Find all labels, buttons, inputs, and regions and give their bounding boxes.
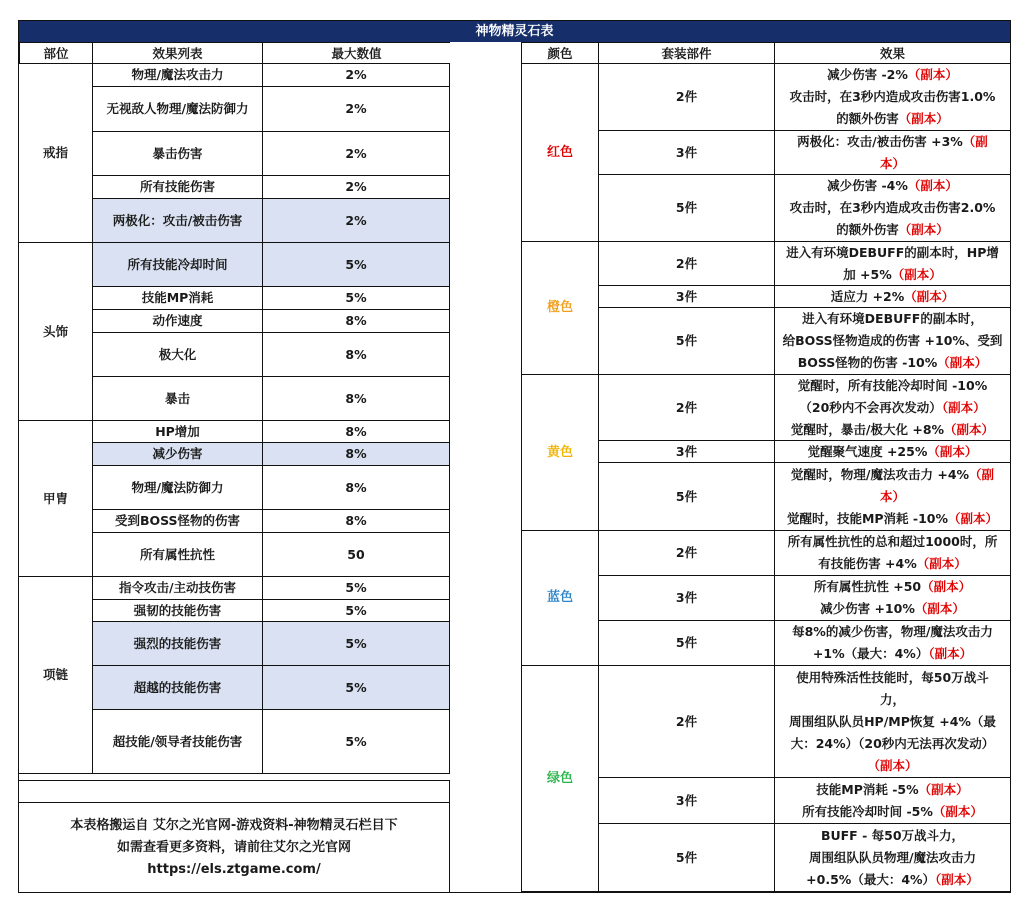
effect-name: 动作速度	[92, 310, 262, 333]
set-effect	[774, 308, 1010, 375]
effect-line	[813, 643, 972, 665]
blank-row	[19, 780, 450, 802]
max-value: 8%	[262, 310, 450, 333]
dungeon-tag: （副本）	[944, 421, 995, 437]
effect-line	[790, 86, 996, 108]
effect-name: 暴击	[92, 377, 262, 421]
credit-line-1: 本表格搬运自 艾尔之光官网-游戏资料-神物精灵石栏目下	[70, 818, 398, 833]
effect-line	[788, 531, 998, 553]
max-value: 5%	[262, 243, 450, 287]
effect-line	[880, 153, 905, 175]
left-header-2: 最大数值	[262, 42, 450, 64]
max-value: 8%	[262, 421, 450, 443]
dungeon-tag: （副本）	[916, 556, 967, 571]
effect-line	[843, 264, 942, 286]
effect-line	[796, 667, 988, 689]
effect-name: 超越的技能伤害	[92, 666, 262, 710]
effect-text: +0.5%（最大：4%）	[806, 871, 936, 887]
effect-line	[827, 64, 958, 86]
effect-name: 物理/魔法防御力	[92, 466, 262, 510]
slot-label: 头饰	[19, 243, 92, 421]
effect-name: 所有属性抗性	[92, 533, 262, 577]
effect-name: 无视敌人物理/魔法防御力	[92, 87, 262, 132]
right-header-2: 效果	[774, 42, 1010, 64]
effect-text: 周围组队队员物理/魔法攻击力	[808, 849, 977, 865]
effect-text: 觉醒聚气速度 +25%	[807, 443, 928, 459]
dungeon-tag: （副本）	[904, 288, 955, 304]
effect-text: 两极化：攻击/被击伤害 +3%	[797, 133, 963, 149]
max-value: 5%	[262, 710, 450, 774]
dungeon-tag: （副本）	[932, 803, 983, 819]
effect-text: 的额外伤害	[836, 222, 899, 237]
effect-line	[787, 508, 998, 530]
effect-text: 所有技能冷却时间 -5%	[802, 803, 933, 819]
effect-text: 给BOSS怪物造成的伤害 +10%、受到	[782, 333, 1003, 348]
slot-label: 甲胄	[19, 421, 92, 577]
dungeon-tag: （副本）	[928, 646, 973, 661]
set-pieces: 5件	[598, 621, 774, 666]
effect-line	[797, 131, 988, 153]
effect-text: +1%（最大：4%）	[812, 646, 929, 661]
effect-text: 加 +5%	[843, 266, 892, 282]
set-effect	[774, 441, 1010, 463]
effect-line	[816, 779, 968, 801]
max-value: 8%	[262, 377, 450, 421]
effect-text: （20秒内不会再次发动）	[799, 399, 942, 415]
set-effect	[774, 64, 1010, 131]
effect-name: 暴击伤害	[92, 132, 262, 176]
effect-text: 使用特殊活性技能时，每50万战斗	[796, 669, 989, 685]
effect-name: 强烈的技能伤害	[92, 622, 262, 666]
effect-text: 进入有环境DEBUFF的副本时，	[802, 311, 983, 326]
effect-line	[820, 598, 965, 620]
effect-line	[791, 419, 994, 441]
effect-text: 所有属性抗性的总和超过1000时，所	[787, 534, 998, 549]
effect-line	[791, 464, 994, 486]
effect-line	[802, 308, 983, 330]
effect-line	[802, 801, 983, 823]
set-pieces: 5件	[598, 308, 774, 375]
set-color-label: 蓝色	[521, 531, 598, 666]
effect-name: 超技能/领导者技能伤害	[92, 710, 262, 774]
effect-line	[880, 689, 905, 711]
effect-text: 减少伤害 -4%	[827, 178, 908, 193]
dungeon-tag: （副本）	[914, 601, 965, 616]
dungeon-tag: （副本）	[941, 399, 986, 415]
max-value: 8%	[262, 466, 450, 510]
set-pieces: 2件	[598, 242, 774, 286]
set-color-label: 绿色	[521, 666, 598, 892]
effect-name: 受到BOSS怪物的伤害	[92, 510, 262, 533]
set-pieces: 3件	[598, 131, 774, 175]
dungeon-tag: （副本）	[921, 579, 972, 594]
set-effect	[774, 463, 1010, 531]
effect-line	[867, 755, 917, 777]
effect-line	[799, 397, 985, 419]
dungeon-tag: （副本）	[898, 111, 949, 126]
set-effect	[774, 242, 1010, 286]
dungeon-tag: （副本）	[918, 781, 969, 797]
effect-line	[818, 553, 967, 575]
effect-text: 觉醒时，物理/魔法攻击力 +4%	[790, 466, 970, 482]
dungeon-tag: （副本）	[907, 178, 958, 193]
effect-line	[809, 847, 976, 869]
set-pieces: 2件	[598, 64, 774, 131]
effect-line	[836, 219, 949, 241]
set-effect	[774, 531, 1010, 576]
effect-line	[806, 869, 979, 891]
effect-line	[827, 175, 958, 197]
set-pieces: 3件	[598, 576, 774, 621]
spirit-stone-table	[18, 20, 1011, 893]
effect-line	[789, 711, 996, 733]
effect-name: 技能MP消耗	[92, 287, 262, 310]
max-value: 5%	[262, 622, 450, 666]
max-value: 5%	[262, 577, 450, 600]
max-value: 8%	[262, 333, 450, 377]
max-value: 5%	[262, 600, 450, 622]
set-effect	[774, 576, 1010, 621]
max-value: 2%	[262, 64, 450, 87]
right-header-0: 颜色	[521, 42, 598, 64]
effect-line	[790, 197, 996, 219]
dungeon-tag: （副本）	[935, 871, 979, 887]
dungeon-tag: 本）	[879, 488, 905, 504]
effect-text: 攻击时，在3秒内造成攻击伤害1.0%	[789, 89, 996, 104]
effect-text: 有技能伤害 +4%	[818, 556, 917, 571]
effect-text: 攻击时，在3秒内造成攻击伤害2.0%	[789, 200, 996, 215]
effect-line	[808, 441, 978, 463]
max-value: 5%	[262, 287, 450, 310]
effect-line	[821, 825, 964, 847]
max-value: 2%	[262, 87, 450, 132]
set-effect	[774, 778, 1010, 824]
credit-line-2: 如需查看更多资料，请前往艾尔之光官网	[116, 840, 351, 855]
dungeon-tag: （副本）	[937, 355, 988, 370]
set-pieces: 5件	[598, 463, 774, 531]
dungeon-tag: 本）	[879, 155, 905, 171]
effect-line	[792, 621, 993, 643]
set-color-label: 橙色	[521, 242, 598, 375]
effect-text: 觉醒时，暴击/极大化 +8%	[790, 421, 945, 437]
set-pieces: 2件	[598, 531, 774, 576]
effect-text: 进入有环境DEBUFF的副本时，HP增	[786, 244, 999, 260]
max-value: 8%	[262, 443, 450, 466]
effect-line	[880, 486, 905, 508]
effect-name: 指令攻击/主动技伤害	[92, 577, 262, 600]
effect-text: 技能MP消耗 -5%	[816, 781, 919, 797]
dungeon-tag: （副本）	[867, 757, 918, 773]
effect-name: HP增加	[92, 421, 262, 443]
set-pieces: 2件	[598, 375, 774, 441]
set-effect	[774, 621, 1010, 666]
effect-text: 觉醒时，所有技能冷却时间 -10%	[797, 377, 988, 393]
effect-name: 所有技能冷却时间	[92, 243, 262, 287]
set-color-label: 红色	[521, 64, 598, 242]
set-color-label: 黄色	[521, 375, 598, 531]
effect-line	[798, 352, 988, 374]
dungeon-tag: （副本）	[927, 443, 978, 459]
effect-text: 适应力 +2%	[830, 288, 905, 304]
effect-line	[783, 330, 1003, 352]
set-pieces: 5件	[598, 175, 774, 242]
effect-text: 大：24%）（20秒内无法再次发动）	[790, 735, 995, 751]
credit-url[interactable]: https://els.ztgame.com/	[147, 862, 321, 877]
max-value: 8%	[262, 510, 450, 533]
effect-text: 的额外伤害	[836, 111, 899, 126]
left-header-1: 效果列表	[92, 42, 262, 64]
slot-label: 项链	[19, 577, 92, 774]
right-header-1: 套装部件	[598, 42, 774, 64]
max-value: 5%	[262, 666, 450, 710]
effect-line	[814, 576, 971, 598]
effect-text: 力，	[879, 691, 905, 707]
effect-line	[831, 286, 955, 308]
set-pieces: 5件	[598, 824, 774, 892]
set-pieces: 3件	[598, 286, 774, 308]
source-credit	[19, 802, 450, 893]
effect-text: 觉醒时，技能MP消耗 -10%	[786, 510, 949, 526]
effect-name: 减少伤害	[92, 443, 262, 466]
set-effect	[774, 175, 1010, 242]
effect-text: 周围组队队员HP/MP恢复 +4%（最	[789, 713, 996, 729]
left-header-0: 部位	[19, 42, 92, 64]
set-effect	[774, 666, 1010, 778]
effect-text: BOSS怪物的伤害 -10%	[797, 355, 938, 370]
effect-line	[798, 375, 987, 397]
effect-name: 两极化：攻击/被击伤害	[92, 199, 262, 243]
effect-text: 减少伤害 +10%	[820, 601, 915, 616]
effect-name: 强韧的技能伤害	[92, 600, 262, 622]
effect-line	[786, 242, 999, 264]
effect-name: 所有技能伤害	[92, 176, 262, 199]
table-title: 神物精灵石表	[19, 21, 1010, 42]
set-pieces: 3件	[598, 441, 774, 463]
max-value: 2%	[262, 132, 450, 176]
max-value: 2%	[262, 176, 450, 199]
effect-line	[836, 108, 949, 130]
slot-label: 戒指	[19, 64, 92, 243]
set-effect	[774, 824, 1010, 892]
effect-text: 所有属性抗性 +50	[813, 579, 922, 594]
effect-text: BUFF - 每50万战斗力，	[820, 827, 965, 843]
dungeon-tag: （副本）	[948, 510, 999, 526]
effect-name: 极大化	[92, 333, 262, 377]
dungeon-tag: （副本）	[891, 266, 942, 282]
set-effect	[774, 286, 1010, 308]
set-effect	[774, 131, 1010, 175]
set-pieces: 3件	[598, 778, 774, 824]
effect-text: 减少伤害 -2%	[827, 67, 908, 82]
set-effect	[774, 375, 1010, 441]
max-value: 50	[262, 533, 450, 577]
dungeon-tag: （副	[969, 466, 995, 482]
dungeon-tag: （副	[962, 133, 988, 149]
set-pieces: 2件	[598, 666, 774, 778]
effect-line	[791, 733, 995, 755]
effect-text: 每8%的减少伤害，物理/魔法攻击力	[792, 624, 993, 639]
effect-name: 物理/魔法攻击力	[92, 64, 262, 87]
dungeon-tag: （副本）	[907, 67, 958, 82]
dungeon-tag: （副本）	[898, 222, 949, 237]
max-value: 2%	[262, 199, 450, 243]
